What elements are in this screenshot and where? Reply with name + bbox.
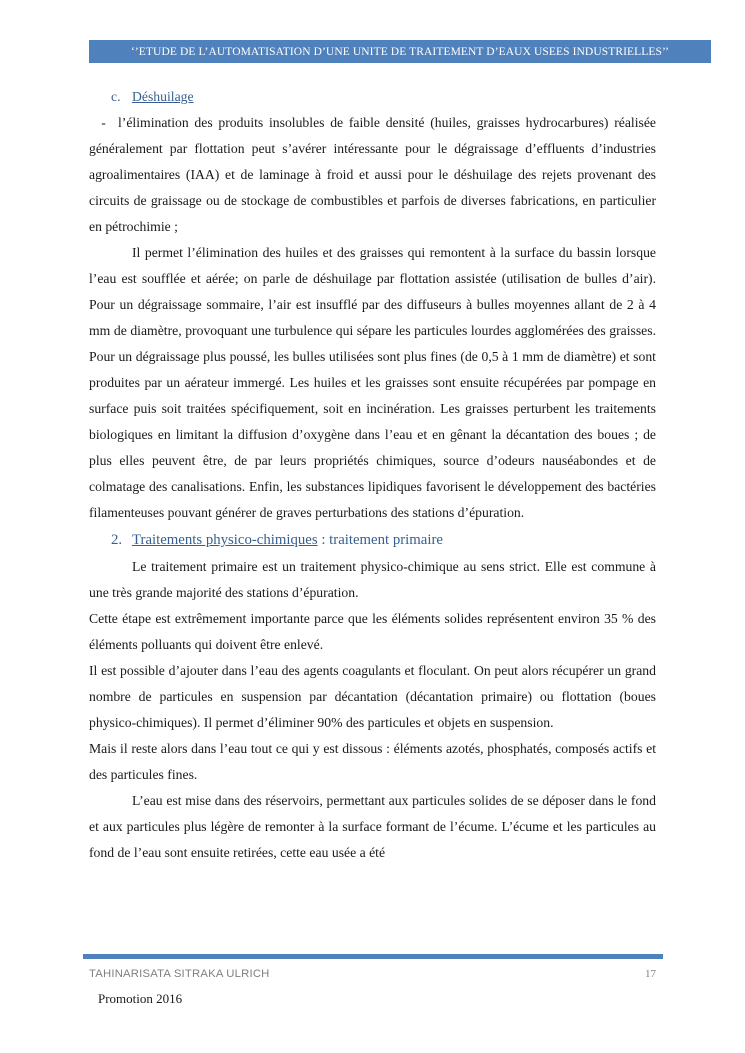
section-heading-traitements [89,526,656,554]
subsection-number: c. [111,89,121,104]
running-header: ‘’ETUDE DE L’AUTOMATISATION D’UNE UNITE DE TRAITEMENT D’EAUX USEES INDUSTRIELLES’’ [89,40,711,63]
paragraph: Il est possible d’ajouter dans l’eau des agents coagulants et floculant. On peut alors récupérer un grand nombre de particules en suspension par décantation (décantation primaire) ou flottation (boues physico-chimiques). Il permet d’éliminer 90% des particules et objets en suspension. [89,663,656,730]
page-number: 17 [645,968,656,980]
footer-author: TAHINARISATA SITRAKA ULRICH [89,968,270,980]
paragraph: L’eau est mise dans des réservoirs, permettant aux particules solides de se déposer dans le fond et aux particules plus légère de remonter à la surface formant de l’écume. L’écume et les particules au fond de l’eau sont ensuite retirées, cette eau usée a été [89,793,656,860]
section-title: Traitements physico-chimiques [132,532,318,548]
footer-promotion: Promotion 2016 [98,991,183,1006]
dash-bullet: - [101,115,106,130]
list-item-text: l’élimination des produits insolubles de faible densité (huiles, graisses hydrocarbures) réalisée généralement par flottation peut s’avérer intéressante pour le dégraissage d’effluents d’industries agroalimentaires (IAA) et de laminage à froid et aussi pour le déshuilage des rejets provenant des circuits de graissage ou de stockage de combustibles et parfois de diverses fabrications, en particulier en pétrochimie ; [89,115,656,234]
section-number: 2. [111,532,123,548]
list-item [89,110,656,240]
subsection-title: Déshuilage [132,89,194,104]
paragraph: Mais il reste alors dans l’eau tout ce qui y est dissous : éléments azotés, phosphatés, composés actifs et des particules fines. [89,741,656,782]
page-body [89,84,656,866]
footer-divider [83,954,663,959]
section-subtitle: : traitement primaire [317,532,443,548]
paragraph: Le traitement primaire est un traitement physico-chimique au sens strict. Elle est commune à une très grande majorité des stations d’épuration. [89,559,656,600]
subsection-heading-deshuilage [89,84,656,110]
paragraph-deshuilage: Il permet l’élimination des huiles et des graisses qui remontent à la surface du bassin lorsque l’eau est soufflée et aérée; on parle de déshuilage par flottation assistée (utilisation de bulles d’air). Pour un dégraissage sommaire, l’air est insufflé par des diffuseurs à bulles moyennes allant de 2 à 4 mm de diamètre, provoquant une turbulence qui sépare les particules lourdes agglomérées des graisses. Pour un dégraissage plus poussé, les bulles utilisées sont plus fines (de 0,5 à 1 mm de diamètre) et sont produites par un aérateur immergé. Les huiles et les graisses sont ensuite récupérées par pompage en surface puis soit traitées spécifiquement, soit en incinération. Les graisses perturbent les traitements biologiques en limitant la diffusion d’oxygène dans l’eau et en gênant la décantation des boues ; de plus elles peuvent être, de par leurs propriétés chimiques, source d’odeurs nauséabondes et de colmatage des canalisations. Enfin, les substances lipidiques favorisent le développement des bactéries filamenteuses pouvant générer de graves perturbations des stations d’épuration. [89,245,656,520]
paragraph: Cette étape est extrêmement importante parce que les éléments solides représentent environ 35 % des éléments polluants qui doivent être enlevé. [89,611,656,652]
